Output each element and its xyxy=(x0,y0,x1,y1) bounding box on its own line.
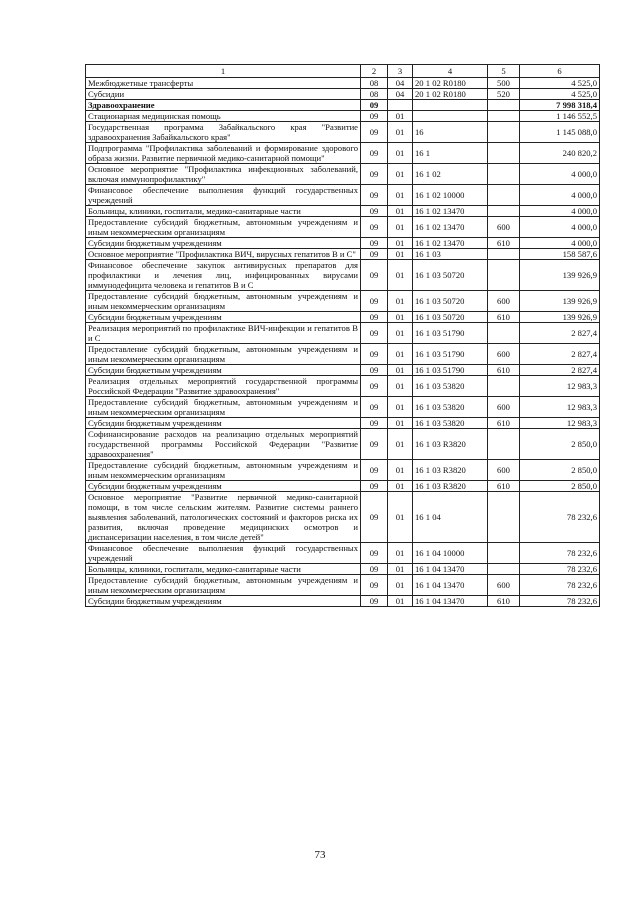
cell-ch: 09 xyxy=(361,492,388,543)
cell-csr: 16 1 03 51790 xyxy=(413,344,488,365)
cell-sub: 01 xyxy=(388,418,413,429)
cell-sum: 78 232,6 xyxy=(520,596,600,607)
cell-sub: 01 xyxy=(388,217,413,238)
cell-sub: 01 xyxy=(388,397,413,418)
cell-sub: 01 xyxy=(388,291,413,312)
cell-csr xyxy=(413,111,488,122)
cell-sum: 4 000,0 xyxy=(520,185,600,206)
cell-ch: 09 xyxy=(361,206,388,217)
cell-sum: 2 850,0 xyxy=(520,460,600,481)
cell-csr: 16 1 02 xyxy=(413,164,488,185)
cell-ch: 09 xyxy=(361,543,388,564)
cell-sub: 01 xyxy=(388,260,413,291)
cell-sum: 1 145 088,0 xyxy=(520,122,600,143)
cell-sub: 04 xyxy=(388,78,413,89)
cell-sum: 12 983,3 xyxy=(520,418,600,429)
cell-name: Субсидии бюджетным учреждениям xyxy=(86,418,361,429)
cell-sum: 12 983,3 xyxy=(520,376,600,397)
cell-ch: 08 xyxy=(361,89,388,100)
cell-vr xyxy=(488,543,520,564)
cell-name: Субсидии xyxy=(86,89,361,100)
table-row xyxy=(86,78,600,89)
cell-vr: 610 xyxy=(488,418,520,429)
table-row xyxy=(86,164,600,185)
cell-name: Основное мероприятие "Профилактика ВИЧ, вирусных гепатитов В и С" xyxy=(86,249,361,260)
cell-csr: 16 1 03 R3820 xyxy=(413,481,488,492)
table-row xyxy=(86,418,600,429)
cell-csr: 16 1 03 R3820 xyxy=(413,460,488,481)
cell-sub: 01 xyxy=(388,312,413,323)
cell-sub: 01 xyxy=(388,185,413,206)
cell-vr xyxy=(488,323,520,344)
cell-sum: 2 850,0 xyxy=(520,429,600,460)
cell-csr: 16 1 03 xyxy=(413,249,488,260)
cell-sum: 7 998 318,4 xyxy=(520,100,600,111)
cell-sub: 01 xyxy=(388,143,413,164)
header-col-1: 1 xyxy=(86,65,361,78)
cell-csr: 16 1 04 13470 xyxy=(413,596,488,607)
cell-ch: 09 xyxy=(361,260,388,291)
cell-csr: 16 1 03 50720 xyxy=(413,312,488,323)
cell-sum: 12 983,3 xyxy=(520,397,600,418)
table-row xyxy=(86,376,600,397)
cell-sub: 01 xyxy=(388,249,413,260)
cell-ch: 09 xyxy=(361,564,388,575)
cell-csr: 16 1 04 xyxy=(413,492,488,543)
cell-sum: 139 926,9 xyxy=(520,291,600,312)
cell-name: Субсидии бюджетным учреждениям xyxy=(86,365,361,376)
cell-ch: 09 xyxy=(361,164,388,185)
cell-vr xyxy=(488,492,520,543)
cell-sum: 78 232,6 xyxy=(520,564,600,575)
cell-ch: 09 xyxy=(361,365,388,376)
cell-vr: 520 xyxy=(488,89,520,100)
cell-sum: 2 827,4 xyxy=(520,365,600,376)
cell-name: Предоставление субсидий бюджетным, автономным учреждениям и иным некоммерческим организациям xyxy=(86,344,361,365)
cell-vr xyxy=(488,143,520,164)
cell-sum: 139 926,9 xyxy=(520,312,600,323)
cell-csr: 16 1 04 13470 xyxy=(413,575,488,596)
table-row xyxy=(86,344,600,365)
cell-vr xyxy=(488,249,520,260)
cell-csr: 16 1 02 10000 xyxy=(413,185,488,206)
cell-ch: 09 xyxy=(361,111,388,122)
cell-csr: 16 1 04 10000 xyxy=(413,543,488,564)
cell-vr xyxy=(488,164,520,185)
cell-csr: 16 1 03 50720 xyxy=(413,291,488,312)
cell-ch: 09 xyxy=(361,291,388,312)
cell-sum: 78 232,6 xyxy=(520,575,600,596)
cell-ch: 08 xyxy=(361,78,388,89)
table-row xyxy=(86,111,600,122)
cell-ch: 09 xyxy=(361,575,388,596)
cell-sum: 139 926,9 xyxy=(520,260,600,291)
cell-csr: 16 xyxy=(413,122,488,143)
header-row xyxy=(86,65,600,78)
table-body xyxy=(86,78,600,607)
header-col-5: 5 xyxy=(488,65,520,78)
header-col-3: 3 xyxy=(388,65,413,78)
cell-vr: 610 xyxy=(488,238,520,249)
cell-vr: 610 xyxy=(488,312,520,323)
cell-sum: 4 000,0 xyxy=(520,238,600,249)
cell-sum: 2 827,4 xyxy=(520,323,600,344)
cell-sub xyxy=(388,100,413,111)
cell-sum: 4 525,0 xyxy=(520,78,600,89)
cell-vr xyxy=(488,122,520,143)
cell-sum: 1 146 552,5 xyxy=(520,111,600,122)
cell-ch: 09 xyxy=(361,249,388,260)
cell-csr: 16 1 03 53820 xyxy=(413,418,488,429)
cell-vr: 610 xyxy=(488,365,520,376)
cell-vr xyxy=(488,260,520,291)
cell-vr xyxy=(488,185,520,206)
cell-name: Субсидии бюджетным учреждениям xyxy=(86,596,361,607)
cell-csr: 16 1 03 R3820 xyxy=(413,429,488,460)
cell-ch: 09 xyxy=(361,312,388,323)
cell-sub: 01 xyxy=(388,481,413,492)
table-row xyxy=(86,543,600,564)
cell-vr xyxy=(488,564,520,575)
table-row xyxy=(86,238,600,249)
cell-sub: 01 xyxy=(388,323,413,344)
cell-sub: 01 xyxy=(388,344,413,365)
cell-name: Предоставление субсидий бюджетным, автономным учреждениям и иным некоммерческим организациям xyxy=(86,397,361,418)
table-row xyxy=(86,397,600,418)
cell-csr: 20 1 02 R0180 xyxy=(413,89,488,100)
cell-ch: 09 xyxy=(361,122,388,143)
table-row xyxy=(86,89,600,100)
table-row xyxy=(86,481,600,492)
page-number: 73 xyxy=(314,849,326,861)
cell-sub: 01 xyxy=(388,376,413,397)
table-row xyxy=(86,575,600,596)
cell-csr: 16 1 02 13470 xyxy=(413,238,488,249)
cell-name: Больницы, клиники, госпитали, медико-санитарные части xyxy=(86,564,361,575)
budget-table xyxy=(85,64,600,607)
cell-name: Финансовое обеспечение выполнения функций государственных учреждений xyxy=(86,543,361,564)
cell-ch: 09 xyxy=(361,481,388,492)
cell-ch: 09 xyxy=(361,143,388,164)
cell-ch: 09 xyxy=(361,100,388,111)
cell-csr: 16 1 02 13470 xyxy=(413,206,488,217)
cell-name: Софинансирование расходов на реализацию отдельных мероприятий государственной программы Российской Федерации "Развитие здравоохранения" xyxy=(86,429,361,460)
cell-name: Субсидии бюджетным учреждениям xyxy=(86,312,361,323)
cell-ch: 09 xyxy=(361,460,388,481)
cell-ch: 09 xyxy=(361,397,388,418)
cell-ch: 09 xyxy=(361,238,388,249)
cell-sub: 01 xyxy=(388,111,413,122)
cell-sub: 01 xyxy=(388,543,413,564)
cell-sum: 158 587,6 xyxy=(520,249,600,260)
cell-vr: 610 xyxy=(488,481,520,492)
table-row xyxy=(86,260,600,291)
cell-vr: 600 xyxy=(488,460,520,481)
table-row xyxy=(86,206,600,217)
table-row xyxy=(86,249,600,260)
cell-sum: 78 232,6 xyxy=(520,492,600,543)
cell-ch: 09 xyxy=(361,376,388,397)
cell-ch: 09 xyxy=(361,344,388,365)
cell-sum: 4 000,0 xyxy=(520,217,600,238)
table-row xyxy=(86,323,600,344)
cell-name: Государственная программа Забайкальского края "Развитие здравоохранения Забайкальского края" xyxy=(86,122,361,143)
cell-ch: 09 xyxy=(361,429,388,460)
cell-vr: 600 xyxy=(488,217,520,238)
cell-csr: 16 1 03 51790 xyxy=(413,365,488,376)
header-col-4: 4 xyxy=(413,65,488,78)
cell-name: Больницы, клиники, госпитали, медико-санитарные части xyxy=(86,206,361,217)
cell-sum: 78 232,6 xyxy=(520,543,600,564)
table-row xyxy=(86,564,600,575)
table-row xyxy=(86,291,600,312)
table-row xyxy=(86,143,600,164)
cell-vr xyxy=(488,206,520,217)
cell-vr xyxy=(488,376,520,397)
cell-ch: 09 xyxy=(361,185,388,206)
cell-sub: 01 xyxy=(388,460,413,481)
header-col-2: 2 xyxy=(361,65,388,78)
cell-name: Финансовое обеспечение закупок антивирусных препаратов для профилактики и лечения лиц, инфицированных вирусами иммунодефицита человека и гепатитов В и С xyxy=(86,260,361,291)
cell-name: Субсидии бюджетным учреждениям xyxy=(86,481,361,492)
cell-csr: 16 1 04 13470 xyxy=(413,564,488,575)
cell-name: Субсидии бюджетным учреждениям xyxy=(86,238,361,249)
cell-sub: 01 xyxy=(388,365,413,376)
cell-sub: 01 xyxy=(388,492,413,543)
cell-sum: 4 000,0 xyxy=(520,206,600,217)
header-col-6: 6 xyxy=(520,65,600,78)
cell-csr: 16 1 xyxy=(413,143,488,164)
cell-sub: 04 xyxy=(388,89,413,100)
cell-sub: 01 xyxy=(388,206,413,217)
cell-vr: 600 xyxy=(488,397,520,418)
cell-name: Основное мероприятие "Профилактика инфекционных заболеваний, включая иммунопрофилактику" xyxy=(86,164,361,185)
cell-sum: 2 850,0 xyxy=(520,481,600,492)
cell-vr: 610 xyxy=(488,596,520,607)
cell-sub: 01 xyxy=(388,596,413,607)
cell-ch: 09 xyxy=(361,596,388,607)
cell-name: Подпрограмма "Профилактика заболеваний и формирование здорового образа жизни. Развитие первичной медико-санитарной помощи" xyxy=(86,143,361,164)
cell-csr: 16 1 03 50720 xyxy=(413,260,488,291)
cell-name: Стационарная медицинская помощь xyxy=(86,111,361,122)
cell-sum: 4 000,0 xyxy=(520,164,600,185)
cell-sub: 01 xyxy=(388,564,413,575)
cell-vr xyxy=(488,429,520,460)
cell-sub: 01 xyxy=(388,238,413,249)
cell-vr: 600 xyxy=(488,344,520,365)
cell-sub: 01 xyxy=(388,122,413,143)
cell-csr xyxy=(413,100,488,111)
cell-ch: 09 xyxy=(361,217,388,238)
cell-name: Предоставление субсидий бюджетным, автономным учреждениям и иным некоммерческим организациям xyxy=(86,217,361,238)
cell-name: Предоставление субсидий бюджетным, автономным учреждениям и иным некоммерческим организациям xyxy=(86,460,361,481)
cell-name: Здравоохранение xyxy=(86,100,361,111)
table-row xyxy=(86,185,600,206)
cell-vr xyxy=(488,111,520,122)
table-row xyxy=(86,217,600,238)
cell-name: Предоставление субсидий бюджетным, автономным учреждениям и иным некоммерческим организациям xyxy=(86,575,361,596)
cell-name: Финансовое обеспечение выполнения функций государственных учреждений xyxy=(86,185,361,206)
table-row xyxy=(86,492,600,543)
cell-sum: 4 525,0 xyxy=(520,89,600,100)
cell-vr xyxy=(488,100,520,111)
cell-csr: 16 1 03 53820 xyxy=(413,376,488,397)
cell-name: Предоставление субсидий бюджетным, автономным учреждениям и иным некоммерческим организациям xyxy=(86,291,361,312)
cell-csr: 16 1 02 13470 xyxy=(413,217,488,238)
cell-vr: 600 xyxy=(488,575,520,596)
cell-csr: 20 1 02 R0180 xyxy=(413,78,488,89)
cell-csr: 16 1 03 53820 xyxy=(413,397,488,418)
cell-name: Реализация отдельных мероприятий государственной программы Российской Федерации "Развитие здравоохранения" xyxy=(86,376,361,397)
cell-csr: 16 1 03 51790 xyxy=(413,323,488,344)
cell-sum: 240 820,2 xyxy=(520,143,600,164)
table-row xyxy=(86,460,600,481)
cell-ch: 09 xyxy=(361,323,388,344)
cell-sub: 01 xyxy=(388,575,413,596)
table-row xyxy=(86,100,600,111)
table-row xyxy=(86,365,600,376)
cell-sub: 01 xyxy=(388,429,413,460)
table-row xyxy=(86,122,600,143)
table-row xyxy=(86,596,600,607)
cell-vr: 500 xyxy=(488,78,520,89)
cell-name: Реализация мероприятий по профилактике ВИЧ-инфекции и гепатитов В и С xyxy=(86,323,361,344)
cell-name: Основное мероприятие "Развитие первичной медико-санитарной помощи, в том числе сельским жителям. Развитие системы раннего выявления заболеваний, патологических состояний и факторов риска их развития, включая проведение медицинских осмотров и диспансеризации населения, в том числе детей" xyxy=(86,492,361,543)
table-row xyxy=(86,429,600,460)
table-row xyxy=(86,312,600,323)
cell-name: Межбюджетные трансферты xyxy=(86,78,361,89)
cell-sum: 2 827,4 xyxy=(520,344,600,365)
cell-vr: 600 xyxy=(488,291,520,312)
cell-ch: 09 xyxy=(361,418,388,429)
cell-sub: 01 xyxy=(388,164,413,185)
